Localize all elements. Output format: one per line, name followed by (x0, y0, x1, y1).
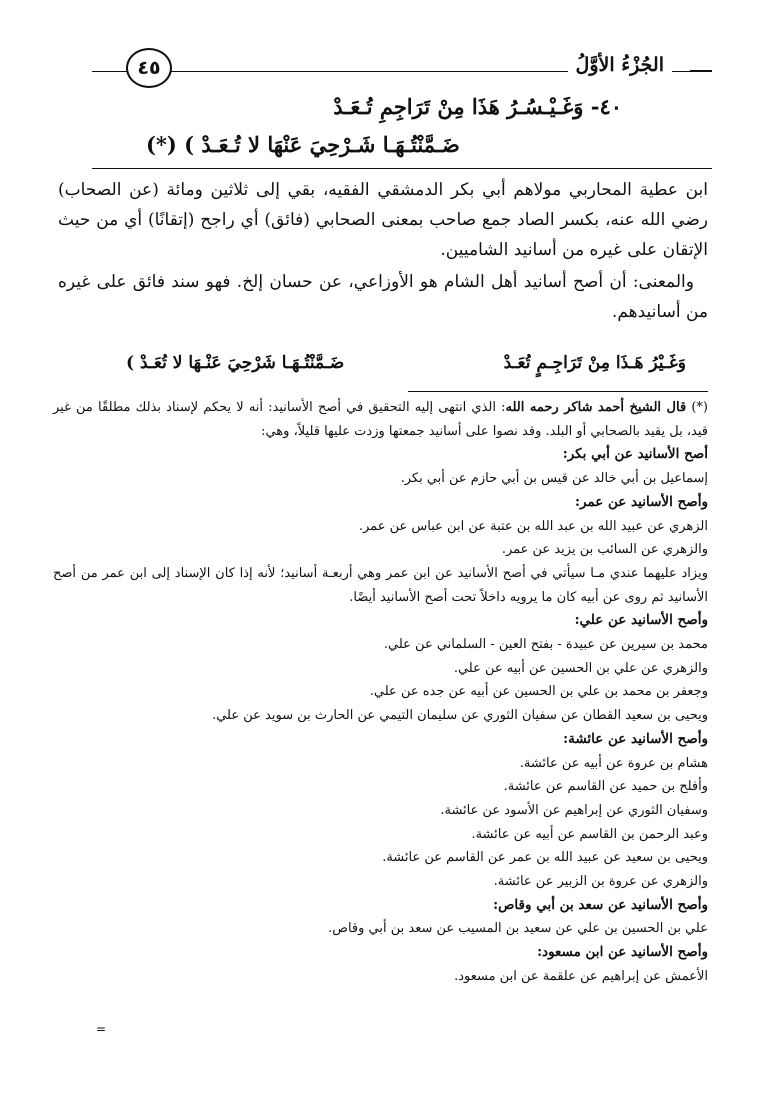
footnote-intro-text: : الذي انتهى إليه التحقيق في أصح الأسانيد: أنه لا يحكم لإسناد بذلك مطلقًا من غير قيد، بل يقيد بالصحابي أو البلد. وقد نصوا على أسانيد جمعتها وزدت عليها قليلاً، وهي: (53, 400, 708, 439)
header-dash (690, 70, 712, 72)
verse-hemistich-2: ضَـمَّنْتُـهَـا شَرْحِيَ عَنْـهَا لا تُعَـدْ ) (126, 353, 345, 373)
verse-separator-rule (92, 168, 712, 169)
commentary-paragraph-1: ابن عطية المحاربي مولاهم أبي بكر الدمشقي الفقيه، بقي إلى ثلاثين ومائة (عن الصحاب) رضي الله عنه، بكسر الصاد جمع صاحب بمعنى الصحابي (فائق) أي راجح (إتقانًا) أي من حيث الإتقان على غيره من أسانيد الشاميين. (58, 180, 708, 260)
repeated-verse (126, 353, 686, 381)
section-heading-ibn-masud: وأصح الأسانيد عن ابن مسعود: (537, 944, 708, 961)
umar-note: ويزاد عليهما عندي مـا سيأتي في أصح الأسانيد عن ابن عمر وهي أربعـة أسانيد؛ لأنه إذا كان الإسناد إلى ابن عمر من أصح الأسانيد ثم روى عن أبيه كان ما يرويه داخلاً تحت أصح الأسانيد أيضًا. (53, 565, 708, 605)
isnad-chain: هشام بن عروة عن أبيه عن عائشة. (519, 755, 708, 771)
section-heading-abu-bakr: أصح الأسانيد عن أبي بكر: (562, 446, 708, 463)
verse-hemistich-1: وَغَـيْرُ هَـذَا مِنْ تَرَاجِـمٍ تُعَـدْ (503, 353, 686, 373)
isnad-chain: محمد بن سيرين عن عبيدة - بفتح العين - السلماني عن علي. (383, 637, 708, 653)
footnote-scholar: قال الشيخ أحمد شاكر رحمه الله (505, 400, 687, 415)
running-title: الجُزْءُ الأوَّلُ (568, 54, 672, 76)
page-header (92, 42, 712, 82)
page-number: ٤٥ (126, 48, 172, 88)
isnad-chain: وجعفر بن محمد بن علي بن الحسين عن أبيه عن جده عن علي. (369, 684, 708, 700)
commentary-paragraph-2: والمعنى: أن أصح أسانيد أهل الشام هو الأوزاعي، عن حسان إلخ. فهو سند فائق على غيره من أسانيدهم. (58, 272, 708, 322)
footnote (53, 396, 708, 989)
isnad-chain: الزهري عن عبيد الله بن عبد الله بن عتبة عن ابن عباس عن عمر. (358, 518, 708, 534)
section-heading-aisha: وأصح الأسانيد عن عائشة: (563, 730, 708, 747)
isnad-chain: والزهري عن عروة بن الزبير عن عائشة. (493, 874, 708, 890)
footnote-separator-rule (408, 391, 708, 392)
isnad-chain: وأفلح بن حميد عن القاسم عن عائشة. (503, 779, 708, 795)
footnote-marker: (*) (691, 400, 708, 415)
isnad-chain: والزهري عن السائب بن يزيد عن عمر. (501, 542, 708, 558)
isnad-chain: ويحيى بن سعيد القطان عن سفيان الثوري عن سليمان التيمي عن الحارث بن سويد عن علي. (212, 708, 708, 724)
commentary-body (58, 175, 708, 327)
verse-line-2: ضَـمَّنْتُـهَـا شَـرْحِيَ عَنْهَا لا تُـعَـدْ ) (*) (146, 132, 460, 157)
section-heading-saad: وأصح الأسانيد عن سعد بن أبي وقاص: (493, 896, 708, 913)
footnote-intro (53, 396, 708, 443)
continuation-mark: = (96, 1022, 107, 1036)
isnad-chain: ويحيى بن سعيد عن عبيد الله بن عمر عن القاسم عن عائشة. (382, 850, 708, 866)
isnad-chain: الأعمش عن إبراهيم عن علقمة عن ابن مسعود. (454, 968, 708, 984)
isnad-chain: إسماعيل بن أبي خالد عن قيس بن أبي حازم عن أبي بكر. (400, 471, 708, 487)
isnad-chain: وسفيان الثوري عن إبراهيم عن الأسود عن عائشة. (440, 802, 708, 818)
section-heading-umar: وأصح الأسانيد عن عمر: (575, 493, 708, 510)
isnad-chain: والزهري عن علي بن الحسين عن أبيه عن علي. (453, 660, 708, 676)
section-heading-ali: وأصح الأسانيد عن علي: (574, 612, 708, 629)
isnad-chain: وعبد الرحمن بن القاسم عن أبيه عن عائشة. (471, 826, 708, 842)
main-verse (142, 88, 622, 164)
isnad-chain: علي بن الحسين بن علي عن سعيد بن المسيب عن سعد بن أبي وقاص. (328, 921, 708, 937)
verse-line-1: ٤٠- وَغَـيْـسُـرُ هَذَا مِنْ تَرَاجِمِ تُـعَـدْ (333, 94, 622, 119)
